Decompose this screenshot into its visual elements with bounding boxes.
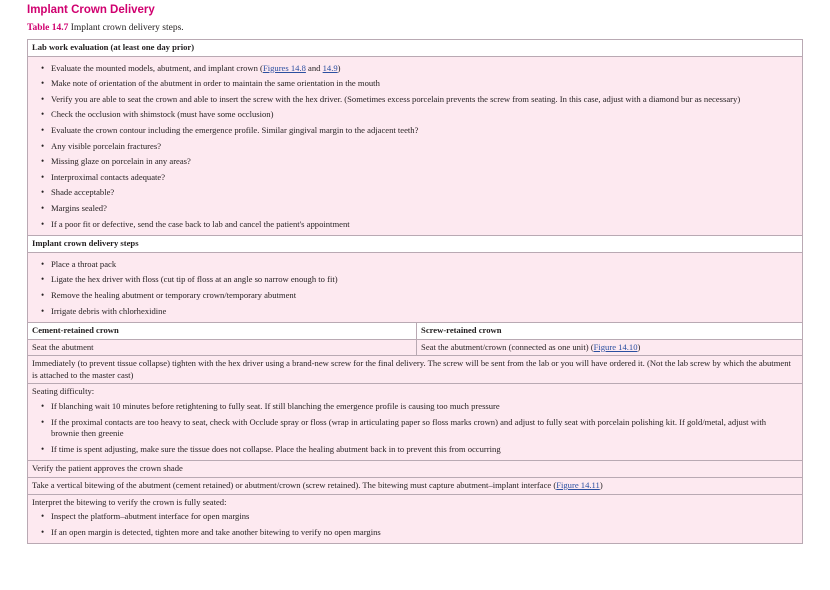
list-item: • If the proximal contacts are too heavy to seat, check with Occlude spray or floss (wrap in articulating paper so floss marks crown) and adjust to fully seat with porcelain polishing kit. If gold/metal, adjust with brownie then greenie [51, 415, 796, 442]
screw-step: Seat the abutment/crown (connected as one unit) (Figure 14.10) [417, 339, 803, 356]
delivery-cell [28, 252, 803, 322]
list-item: • If a poor fit or defective, send the case back to lab and cancel the patient's appointment [51, 217, 796, 233]
verify-step: Verify the patient approves the crown shade [28, 461, 803, 478]
list-item: • Any visible porcelain fractures? [51, 139, 796, 155]
interpret-list [28, 508, 802, 543]
list-item: • If blanching wait 10 minutes before retightening to fully seat. If still blanching the emergence profile is causing too much pressure [51, 399, 796, 415]
figure-link[interactable]: Figures 14.8 [262, 62, 306, 73]
section-title: Implant Crown Delivery [27, 4, 155, 16]
list-item: • Missing glaze on porcelain in any areas? [51, 154, 796, 170]
lab-eval-header: Lab work evaluation (at least one day prior) [28, 40, 803, 57]
list-item: • Verify you are able to seat the crown and able to insert the screw with the hex driver. (Sometimes excess porcelain prevents the screw from seating. In this case, adjust with a diamond bur as necessary) [51, 92, 796, 108]
seating-intro: Seating difficulty: [32, 386, 95, 397]
implant-crown-table [27, 39, 803, 544]
delivery-header: Implant crown delivery steps [28, 236, 803, 253]
list-item: • Evaluate the crown contour including the emergence profile. Similar gingival margin to the adjacent teeth? [51, 123, 796, 139]
interpret-intro: Interpret the bitewing to verify the crown is fully seated: [32, 496, 227, 507]
list-item: • Irrigate debris with chlorhexidine [51, 304, 796, 320]
lab-eval-cell [28, 56, 803, 236]
seating-cell [28, 384, 803, 461]
figure-link[interactable]: 14.9 [322, 62, 338, 73]
list-item: • Margins sealed? [51, 201, 796, 217]
list-item: • Evaluate the mounted models, abutment, and implant crown (Figures 14.8 and 14.9) [51, 61, 796, 77]
figure-link[interactable]: Figure 14.10 [593, 341, 638, 352]
bitewing-step: Take a vertical bitewing of the abutment (cement retained) or abutment/crown (screw retained). The bitewing must capture abutment–implant interface (Figure 14.11) [28, 478, 803, 495]
table-caption-text: Implant crown delivery steps. [70, 23, 184, 33]
list-item: • Check the occlusion with shimstock (must have some occlusion) [51, 107, 796, 123]
table-caption-label: Table 14.7 [27, 23, 69, 33]
seating-list [28, 398, 802, 460]
list-item: • If an open margin is detected, tighten more and take another bitewing to verify no open margins [51, 525, 796, 541]
table-caption [27, 23, 184, 33]
lab-eval-list [28, 57, 802, 236]
cement-header: Cement-retained crown [28, 323, 417, 340]
figure-link[interactable]: Figure 14.11 [556, 480, 600, 491]
list-item: • Ligate the hex driver with floss (cut tip of floss at an angle so narrow enough to fit) [51, 272, 796, 288]
list-item: • Place a throat pack [51, 257, 796, 273]
immediately-step: Immediately (to prevent tissue collapse) tighten with the hex driver using a brand-new screw for the final delivery. The screw will be sent from the lab or you will have ordered it. (Not the lab screw by which the abutment is attached to the master cast) [28, 356, 803, 384]
screw-header: Screw-retained crown [417, 323, 803, 340]
list-item: • Make note of orientation of the abutment in order to maintain the same orientation in the mouth [51, 76, 796, 92]
list-item: • If time is spent adjusting, make sure the tissue does not collapse. Place the healing abutment back in to prevent this from occurring [51, 442, 796, 458]
cement-step: Seat the abutment [28, 339, 417, 356]
list-item: • Remove the healing abutment or temporary crown/temporary abutment [51, 288, 796, 304]
list-item: • Interproximal contacts adequate? [51, 170, 796, 186]
delivery-list [28, 253, 802, 322]
list-item: • Shade acceptable? [51, 185, 796, 201]
list-item: • Inspect the platform–abutment interface for open margins [51, 509, 796, 525]
interpret-cell [28, 494, 803, 544]
